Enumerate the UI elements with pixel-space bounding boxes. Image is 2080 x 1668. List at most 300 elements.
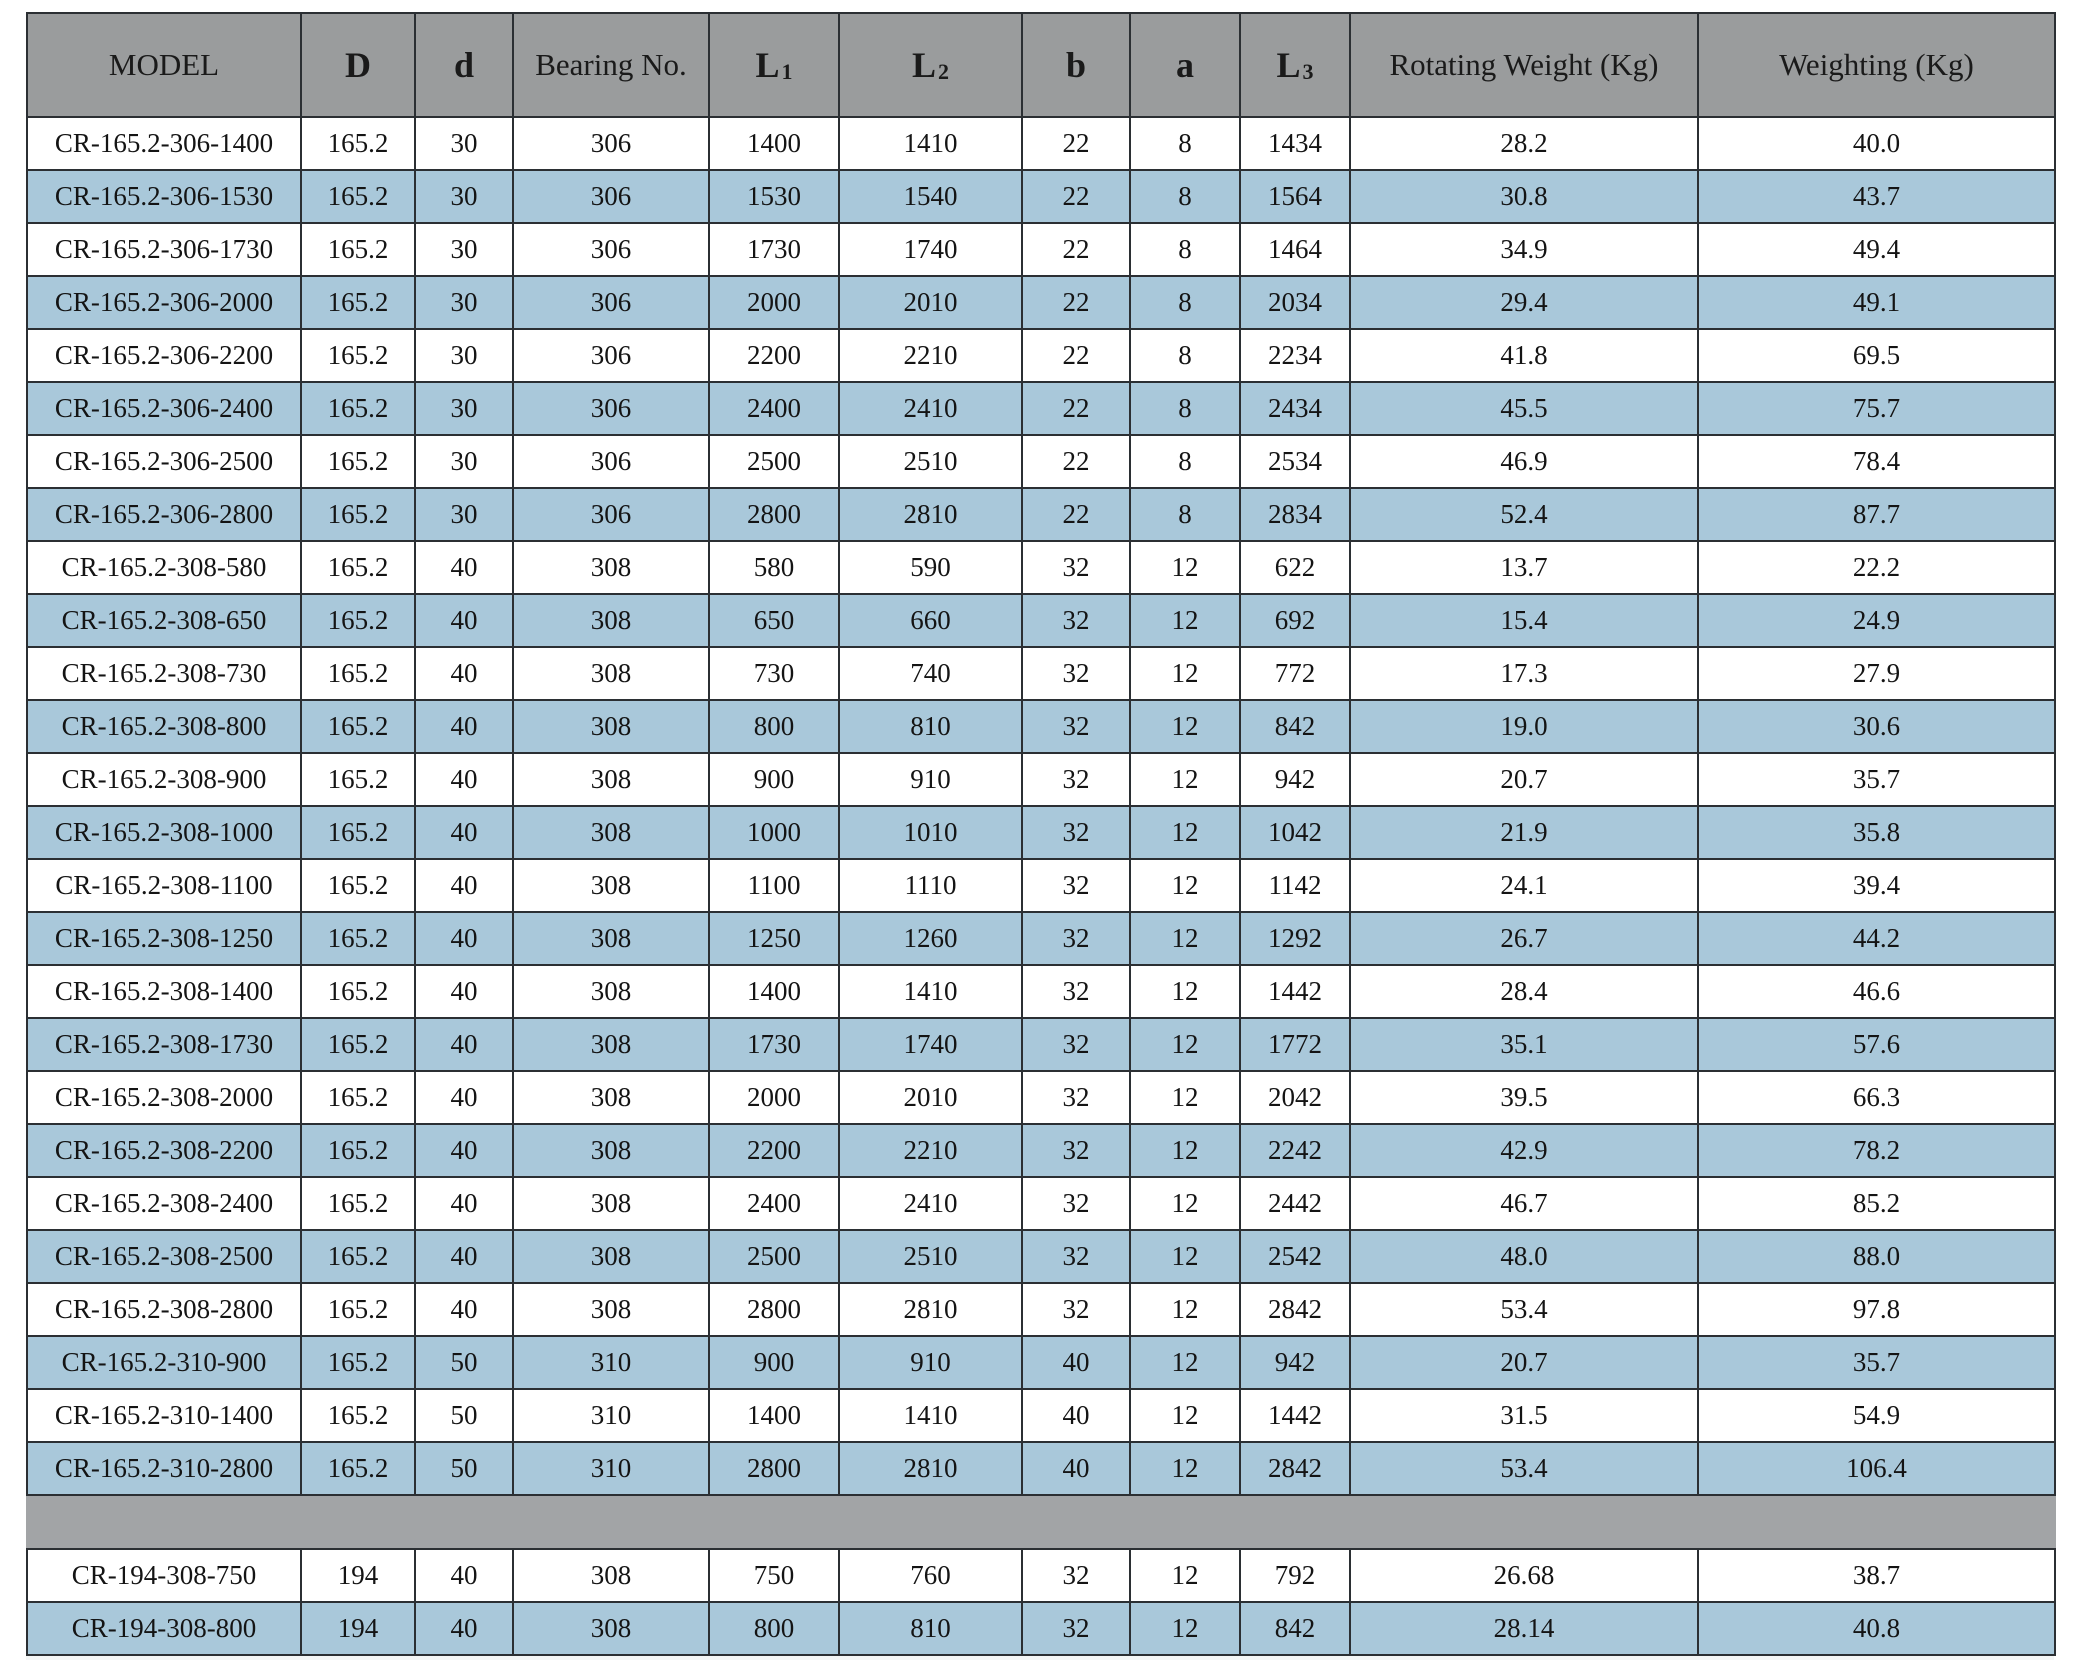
cell-outer-diameter: 165.2	[301, 594, 415, 647]
cell-outer-diameter: 165.2	[301, 1124, 415, 1177]
cell-shaft-diameter: 40	[415, 700, 513, 753]
header-model: MODEL	[27, 13, 301, 117]
cell-weighting: 39.4	[1698, 859, 2055, 912]
cell-outer-diameter: 165.2	[301, 1442, 415, 1495]
cell-b: 32	[1022, 1549, 1130, 1602]
cell-shaft-diameter: 30	[415, 276, 513, 329]
cell-l2: 2010	[839, 1071, 1022, 1124]
cell-b: 40	[1022, 1442, 1130, 1495]
cell-b: 32	[1022, 647, 1130, 700]
cell-shaft-diameter: 30	[415, 488, 513, 541]
cell-bearing-no: 306	[513, 170, 709, 223]
cell-outer-diameter: 165.2	[301, 276, 415, 329]
cell-weighting: 88.0	[1698, 1230, 2055, 1283]
cell-weighting: 66.3	[1698, 1071, 2055, 1124]
cell-model: CR-165.2-310-1400	[27, 1389, 301, 1442]
cell-b: 32	[1022, 700, 1130, 753]
cell-rotating-weight: 28.14	[1350, 1602, 1698, 1655]
cell-rotating-weight: 45.5	[1350, 382, 1698, 435]
cell-b: 32	[1022, 965, 1130, 1018]
table-row	[27, 1071, 2055, 1124]
cell-l1: 1730	[709, 1018, 839, 1071]
cell-a: 12	[1130, 1283, 1240, 1336]
cell-shaft-diameter: 30	[415, 170, 513, 223]
cell-l2: 2410	[839, 382, 1022, 435]
cell-rotating-weight: 53.4	[1350, 1442, 1698, 1495]
header-l2: L2	[839, 13, 1022, 117]
table-row	[27, 965, 2055, 1018]
cell-b: 22	[1022, 276, 1130, 329]
cell-model: CR-165.2-308-800	[27, 700, 301, 753]
cell-outer-diameter: 165.2	[301, 1177, 415, 1230]
cell-l3: 1772	[1240, 1018, 1350, 1071]
cell-shaft-diameter: 40	[415, 1018, 513, 1071]
cell-l1: 800	[709, 700, 839, 753]
cell-a: 12	[1130, 541, 1240, 594]
cell-model: CR-165.2-308-730	[27, 647, 301, 700]
cell-weighting: 38.7	[1698, 1549, 2055, 1602]
cell-model: CR-165.2-308-2000	[27, 1071, 301, 1124]
cell-l3: 842	[1240, 700, 1350, 753]
cell-l2: 2210	[839, 329, 1022, 382]
cell-rotating-weight: 34.9	[1350, 223, 1698, 276]
cell-l2: 2010	[839, 276, 1022, 329]
cell-b: 32	[1022, 1602, 1130, 1655]
cell-b: 32	[1022, 1018, 1130, 1071]
cell-bearing-no: 308	[513, 647, 709, 700]
cell-rotating-weight: 21.9	[1350, 806, 1698, 859]
cell-l2: 910	[839, 753, 1022, 806]
cell-l1: 2000	[709, 276, 839, 329]
cell-l3: 1142	[1240, 859, 1350, 912]
cell-bearing-no: 308	[513, 594, 709, 647]
cell-rotating-weight: 17.3	[1350, 647, 1698, 700]
cell-b: 32	[1022, 1283, 1130, 1336]
cell-model: CR-165.2-306-2800	[27, 488, 301, 541]
cell-bearing-no: 306	[513, 276, 709, 329]
cell-weighting: 43.7	[1698, 170, 2055, 223]
cell-rotating-weight: 30.8	[1350, 170, 1698, 223]
cell-l2: 1110	[839, 859, 1022, 912]
cell-b: 22	[1022, 117, 1130, 170]
table-row	[27, 1018, 2055, 1071]
cell-outer-diameter: 165.2	[301, 1071, 415, 1124]
cell-a: 8	[1130, 382, 1240, 435]
cell-l3: 2242	[1240, 1124, 1350, 1177]
cell-shaft-diameter: 30	[415, 117, 513, 170]
table-row	[27, 647, 2055, 700]
cell-a: 12	[1130, 1124, 1240, 1177]
cell-weighting: 35.8	[1698, 806, 2055, 859]
separator-cell	[27, 1495, 2055, 1549]
cell-l1: 1400	[709, 965, 839, 1018]
cell-b: 40	[1022, 1389, 1130, 1442]
cell-rotating-weight: 24.1	[1350, 859, 1698, 912]
cell-outer-diameter: 165.2	[301, 1336, 415, 1389]
cell-l2: 740	[839, 647, 1022, 700]
cell-outer-diameter: 165.2	[301, 223, 415, 276]
cell-model: CR-194-308-800	[27, 1602, 301, 1655]
table-row	[27, 753, 2055, 806]
cell-a: 12	[1130, 806, 1240, 859]
cell-bearing-no: 308	[513, 859, 709, 912]
cell-outer-diameter: 165.2	[301, 435, 415, 488]
header-rotating-weight: Rotating Weight (Kg)	[1350, 13, 1698, 117]
cell-rotating-weight: 46.7	[1350, 1177, 1698, 1230]
cell-shaft-diameter: 30	[415, 382, 513, 435]
cell-l3: 2834	[1240, 488, 1350, 541]
cell-weighting: 106.4	[1698, 1442, 2055, 1495]
cell-l1: 900	[709, 753, 839, 806]
cell-l3: 2542	[1240, 1230, 1350, 1283]
cell-l2: 590	[839, 541, 1022, 594]
cell-rotating-weight: 20.7	[1350, 1336, 1698, 1389]
cell-a: 8	[1130, 329, 1240, 382]
cell-l3: 2534	[1240, 435, 1350, 488]
cell-l2: 1010	[839, 806, 1022, 859]
cell-outer-diameter: 165.2	[301, 382, 415, 435]
header-b: b	[1022, 13, 1130, 117]
cell-b: 32	[1022, 1071, 1130, 1124]
cell-weighting: 57.6	[1698, 1018, 2055, 1071]
cell-model: CR-165.2-308-650	[27, 594, 301, 647]
cell-b: 32	[1022, 541, 1130, 594]
cell-model: CR-165.2-306-2500	[27, 435, 301, 488]
cell-weighting: 49.4	[1698, 223, 2055, 276]
cell-l2: 2810	[839, 1283, 1022, 1336]
cell-l3: 1042	[1240, 806, 1350, 859]
cell-bearing-no: 310	[513, 1389, 709, 1442]
cell-l1: 1530	[709, 170, 839, 223]
cell-l1: 580	[709, 541, 839, 594]
cell-model: CR-194-308-750	[27, 1549, 301, 1602]
cell-model: CR-165.2-308-2400	[27, 1177, 301, 1230]
table-row	[27, 1442, 2055, 1495]
cell-shaft-diameter: 40	[415, 594, 513, 647]
cell-a: 12	[1130, 859, 1240, 912]
cell-rotating-weight: 26.68	[1350, 1549, 1698, 1602]
cell-l3: 1442	[1240, 965, 1350, 1018]
cell-model: CR-165.2-308-580	[27, 541, 301, 594]
table-row	[27, 488, 2055, 541]
cell-l1: 1400	[709, 1389, 839, 1442]
cell-l2: 910	[839, 1336, 1022, 1389]
table-row	[27, 117, 2055, 170]
cell-a: 12	[1130, 1549, 1240, 1602]
cell-b: 32	[1022, 1230, 1130, 1283]
cell-shaft-diameter: 40	[415, 965, 513, 1018]
cell-rotating-weight: 13.7	[1350, 541, 1698, 594]
cell-l1: 1730	[709, 223, 839, 276]
cell-shaft-diameter: 40	[415, 753, 513, 806]
cell-l2: 1740	[839, 223, 1022, 276]
header-l3: L3	[1240, 13, 1350, 117]
cell-shaft-diameter: 40	[415, 541, 513, 594]
cell-l3: 942	[1240, 753, 1350, 806]
table-row	[27, 806, 2055, 859]
cell-weighting: 30.6	[1698, 700, 2055, 753]
cell-shaft-diameter: 30	[415, 435, 513, 488]
cell-a: 12	[1130, 1230, 1240, 1283]
cell-l3: 2442	[1240, 1177, 1350, 1230]
spec-sheet	[26, 12, 2054, 1660]
cell-model: CR-165.2-308-1250	[27, 912, 301, 965]
cell-l1: 2800	[709, 488, 839, 541]
cell-a: 8	[1130, 435, 1240, 488]
cell-l3: 2042	[1240, 1071, 1350, 1124]
cell-weighting: 75.7	[1698, 382, 2055, 435]
cell-bearing-no: 306	[513, 435, 709, 488]
cell-l2: 1410	[839, 117, 1022, 170]
cell-shaft-diameter: 40	[415, 647, 513, 700]
cell-l3: 2034	[1240, 276, 1350, 329]
cell-l2: 2510	[839, 1230, 1022, 1283]
cell-bearing-no: 308	[513, 753, 709, 806]
cell-l3: 622	[1240, 541, 1350, 594]
cell-l3: 1292	[1240, 912, 1350, 965]
cell-l1: 750	[709, 1549, 839, 1602]
cell-l2: 2210	[839, 1124, 1022, 1177]
header-shaft-diameter: d	[415, 13, 513, 117]
cell-shaft-diameter: 50	[415, 1389, 513, 1442]
cell-b: 22	[1022, 329, 1130, 382]
cell-shaft-diameter: 50	[415, 1442, 513, 1495]
cell-l1: 2800	[709, 1442, 839, 1495]
cell-shaft-diameter: 40	[415, 912, 513, 965]
cell-rotating-weight: 46.9	[1350, 435, 1698, 488]
cell-l2: 2410	[839, 1177, 1022, 1230]
table-row	[27, 170, 2055, 223]
table-row	[27, 1177, 2055, 1230]
cell-shaft-diameter: 40	[415, 1549, 513, 1602]
cell-model: CR-165.2-308-900	[27, 753, 301, 806]
cell-b: 22	[1022, 488, 1130, 541]
cell-outer-diameter: 194	[301, 1602, 415, 1655]
cell-a: 12	[1130, 594, 1240, 647]
cell-shaft-diameter: 40	[415, 806, 513, 859]
cell-shaft-diameter: 40	[415, 1124, 513, 1177]
cell-l1: 1400	[709, 117, 839, 170]
cell-weighting: 22.2	[1698, 541, 2055, 594]
header-weighting: Weighting (Kg)	[1698, 13, 2055, 117]
cell-shaft-diameter: 30	[415, 329, 513, 382]
cell-a: 12	[1130, 965, 1240, 1018]
cell-l2: 2810	[839, 1442, 1022, 1495]
cell-model: CR-165.2-308-1730	[27, 1018, 301, 1071]
cell-model: CR-165.2-306-1530	[27, 170, 301, 223]
cell-outer-diameter: 165.2	[301, 859, 415, 912]
cell-a: 8	[1130, 488, 1240, 541]
table-row	[27, 382, 2055, 435]
cell-l3: 2234	[1240, 329, 1350, 382]
cell-b: 32	[1022, 753, 1130, 806]
table-row	[27, 1602, 2055, 1655]
cell-bearing-no: 308	[513, 806, 709, 859]
cell-rotating-weight: 28.4	[1350, 965, 1698, 1018]
cell-weighting: 44.2	[1698, 912, 2055, 965]
cell-a: 12	[1130, 647, 1240, 700]
cell-b: 22	[1022, 223, 1130, 276]
cell-l3: 1442	[1240, 1389, 1350, 1442]
table-row	[27, 223, 2055, 276]
cell-shaft-diameter: 40	[415, 1230, 513, 1283]
cell-outer-diameter: 194	[301, 1549, 415, 1602]
cell-outer-diameter: 165.2	[301, 700, 415, 753]
cell-l2: 810	[839, 1602, 1022, 1655]
cell-model: CR-165.2-308-2800	[27, 1283, 301, 1336]
cell-b: 22	[1022, 435, 1130, 488]
table-row	[27, 1283, 2055, 1336]
cell-rotating-weight: 19.0	[1350, 700, 1698, 753]
cell-weighting: 49.1	[1698, 276, 2055, 329]
cell-l2: 1260	[839, 912, 1022, 965]
cell-weighting: 46.6	[1698, 965, 2055, 1018]
cell-shaft-diameter: 30	[415, 223, 513, 276]
cell-a: 8	[1130, 276, 1240, 329]
cell-a: 12	[1130, 912, 1240, 965]
cell-outer-diameter: 165.2	[301, 912, 415, 965]
table-row	[27, 912, 2055, 965]
cell-outer-diameter: 165.2	[301, 1283, 415, 1336]
cell-b: 32	[1022, 859, 1130, 912]
cell-l1: 2400	[709, 382, 839, 435]
cell-a: 12	[1130, 700, 1240, 753]
cell-shaft-diameter: 40	[415, 1071, 513, 1124]
cell-bearing-no: 308	[513, 1177, 709, 1230]
cell-l3: 842	[1240, 1602, 1350, 1655]
cell-l3: 792	[1240, 1549, 1350, 1602]
cell-l1: 900	[709, 1336, 839, 1389]
cell-l3: 2842	[1240, 1442, 1350, 1495]
cell-l1: 1000	[709, 806, 839, 859]
cell-bearing-no: 308	[513, 1230, 709, 1283]
cell-l2: 1740	[839, 1018, 1022, 1071]
cell-outer-diameter: 165.2	[301, 806, 415, 859]
cell-bearing-no: 310	[513, 1442, 709, 1495]
cell-weighting: 24.9	[1698, 594, 2055, 647]
cell-a: 12	[1130, 753, 1240, 806]
cell-bearing-no: 308	[513, 1283, 709, 1336]
cell-a: 8	[1130, 223, 1240, 276]
cell-weighting: 35.7	[1698, 1336, 2055, 1389]
cell-a: 12	[1130, 1442, 1240, 1495]
cell-rotating-weight: 29.4	[1350, 276, 1698, 329]
cell-a: 8	[1130, 117, 1240, 170]
cell-rotating-weight: 15.4	[1350, 594, 1698, 647]
table-body	[27, 117, 2055, 1655]
cell-l1: 2500	[709, 435, 839, 488]
cell-l2: 1410	[839, 965, 1022, 1018]
cell-a: 12	[1130, 1336, 1240, 1389]
cell-l1: 730	[709, 647, 839, 700]
cell-outer-diameter: 165.2	[301, 488, 415, 541]
cell-l1: 2200	[709, 1124, 839, 1177]
cell-model: CR-165.2-310-900	[27, 1336, 301, 1389]
cell-bearing-no: 310	[513, 1336, 709, 1389]
cell-l2: 660	[839, 594, 1022, 647]
cell-bearing-no: 308	[513, 912, 709, 965]
cell-model: CR-165.2-306-2400	[27, 382, 301, 435]
cell-weighting: 85.2	[1698, 1177, 2055, 1230]
cell-l2: 2510	[839, 435, 1022, 488]
cell-outer-diameter: 165.2	[301, 329, 415, 382]
cell-l1: 2400	[709, 1177, 839, 1230]
cell-outer-diameter: 165.2	[301, 647, 415, 700]
cell-outer-diameter: 165.2	[301, 1389, 415, 1442]
cell-bearing-no: 308	[513, 1018, 709, 1071]
cell-outer-diameter: 165.2	[301, 965, 415, 1018]
cell-b: 32	[1022, 806, 1130, 859]
cell-rotating-weight: 42.9	[1350, 1124, 1698, 1177]
cell-a: 12	[1130, 1602, 1240, 1655]
cell-model: CR-165.2-308-2500	[27, 1230, 301, 1283]
cell-l3: 772	[1240, 647, 1350, 700]
table-row	[27, 541, 2055, 594]
cell-model: CR-165.2-306-2000	[27, 276, 301, 329]
cell-rotating-weight: 31.5	[1350, 1389, 1698, 1442]
cell-model: CR-165.2-308-1100	[27, 859, 301, 912]
table-row	[27, 859, 2055, 912]
cell-l3: 1464	[1240, 223, 1350, 276]
cell-rotating-weight: 41.8	[1350, 329, 1698, 382]
cell-shaft-diameter: 40	[415, 1602, 513, 1655]
cell-a: 8	[1130, 170, 1240, 223]
table-row	[27, 435, 2055, 488]
cell-l3: 1434	[1240, 117, 1350, 170]
cell-bearing-no: 306	[513, 223, 709, 276]
cell-l1: 2800	[709, 1283, 839, 1336]
header-outer-diameter: D	[301, 13, 415, 117]
table-row	[27, 700, 2055, 753]
table-row	[27, 329, 2055, 382]
cell-outer-diameter: 165.2	[301, 1230, 415, 1283]
roller-spec-table	[26, 12, 2056, 1656]
cell-l3: 692	[1240, 594, 1350, 647]
header-l1: L1	[709, 13, 839, 117]
cell-bearing-no: 306	[513, 488, 709, 541]
cell-weighting: 40.0	[1698, 117, 2055, 170]
cell-bearing-no: 308	[513, 700, 709, 753]
cell-shaft-diameter: 40	[415, 1283, 513, 1336]
table-row	[27, 594, 2055, 647]
cell-weighting: 69.5	[1698, 329, 2055, 382]
cell-b: 32	[1022, 594, 1130, 647]
cell-a: 12	[1130, 1018, 1240, 1071]
cell-outer-diameter: 165.2	[301, 117, 415, 170]
cell-l3: 2842	[1240, 1283, 1350, 1336]
cell-l2: 2810	[839, 488, 1022, 541]
table-row	[27, 1336, 2055, 1389]
cell-l3: 1564	[1240, 170, 1350, 223]
cell-l1: 650	[709, 594, 839, 647]
cell-model: CR-165.2-308-2200	[27, 1124, 301, 1177]
cell-rotating-weight: 26.7	[1350, 912, 1698, 965]
cell-l2: 1410	[839, 1389, 1022, 1442]
table-row	[27, 1124, 2055, 1177]
cell-shaft-diameter: 50	[415, 1336, 513, 1389]
header-row	[27, 13, 2055, 117]
cell-weighting: 78.4	[1698, 435, 2055, 488]
cell-model: CR-165.2-306-2200	[27, 329, 301, 382]
cell-l1: 1100	[709, 859, 839, 912]
cell-b: 32	[1022, 1124, 1130, 1177]
cell-a: 12	[1130, 1389, 1240, 1442]
cell-weighting: 40.8	[1698, 1602, 2055, 1655]
cell-weighting: 97.8	[1698, 1283, 2055, 1336]
cell-l2: 1540	[839, 170, 1022, 223]
cell-l1: 800	[709, 1602, 839, 1655]
group-separator-row	[27, 1495, 2055, 1549]
